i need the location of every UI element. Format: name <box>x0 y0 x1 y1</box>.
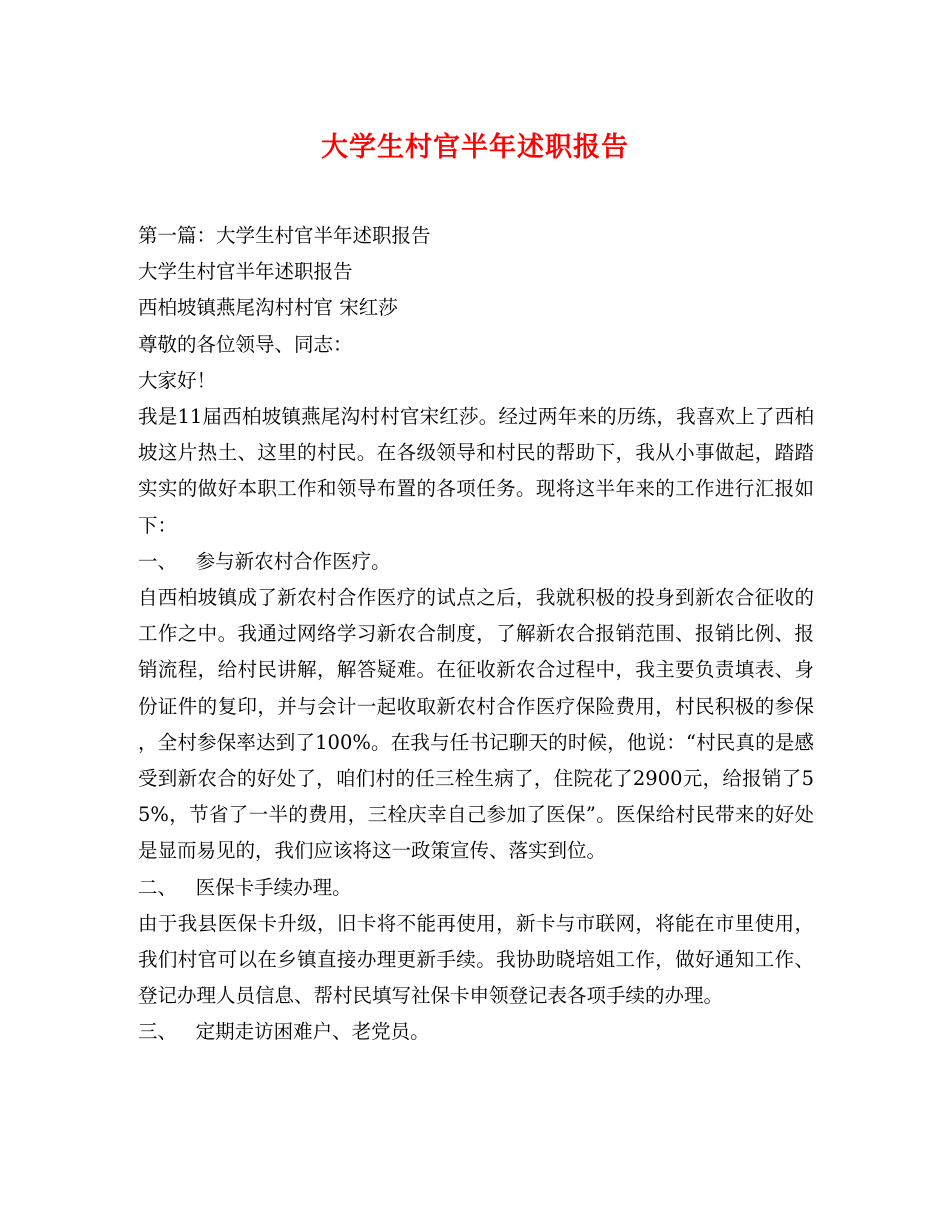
document-body <box>138 218 814 1051</box>
greeting-line: 大家好！ <box>138 368 217 392</box>
section-2-paragraph: 由于我县医保卡升级，旧卡将不能再使用，新卡与市联网，将能在市里使用，我们村官可以在乡镇直接办理更新手续。我协助晓培姐工作，做好通知工作、登记办理人员信息、帮村民填写社保卡申领登记表各项手续的办理。 <box>138 911 814 1008</box>
section-2-heading: 二、 医保卡手续办理。 <box>138 875 352 899</box>
section-1-paragraph: 自西柏坡镇成了新农村合作医疗的试点之后，我就积极的投身到新农合征收的工作之中。我通过网络学习新农合制度，了解新农合报销范围、报销比例、报销流程，给村民讲解，解答疑难。在征收新农合过程中，我主要负责填表、身份证件的复印，并与会计一起收取新农村合作医疗保险费用，村民积极的参保，全村参保率达到了100%。在我与任书记聊天的时候，他说：“村民真的是感受到新农合的好处了，咱们村的任三栓生病了，住院花了2900元，给报销了55%，节省了一半的费用，三栓庆幸自己参加了医保”。医保给村民带来的好处是显而易见的，我们应该将这一政策宣传、落实到位。 <box>138 585 814 863</box>
report-title-line: 大学生村官半年述职报告 <box>138 260 353 284</box>
part-heading: 第一篇：大学生村官半年述职报告 <box>138 224 431 247</box>
section-3-heading: 三、 定期走访困难户、老党员。 <box>138 1020 430 1044</box>
intro-paragraph: 我是11届西柏坡镇燕尾沟村村官宋红莎。经过两年来的历练，我喜欢上了西柏坡这片热土、这里的村民。在各级领导和村民的帮助下，我从小事做起，踏踏实实的做好本职工作和领导布置的各项任务。现将这半年来的工作进行汇报如下： <box>138 404 814 537</box>
salutation-line: 尊敬的各位领导、同志： <box>138 332 353 356</box>
document-title: 大学生村官半年述职报告 <box>321 132 629 163</box>
author-line: 西柏坡镇燕尾沟村村官 宋红莎 <box>138 296 398 320</box>
section-1-heading: 一、 参与新农村合作医疗。 <box>138 549 391 573</box>
